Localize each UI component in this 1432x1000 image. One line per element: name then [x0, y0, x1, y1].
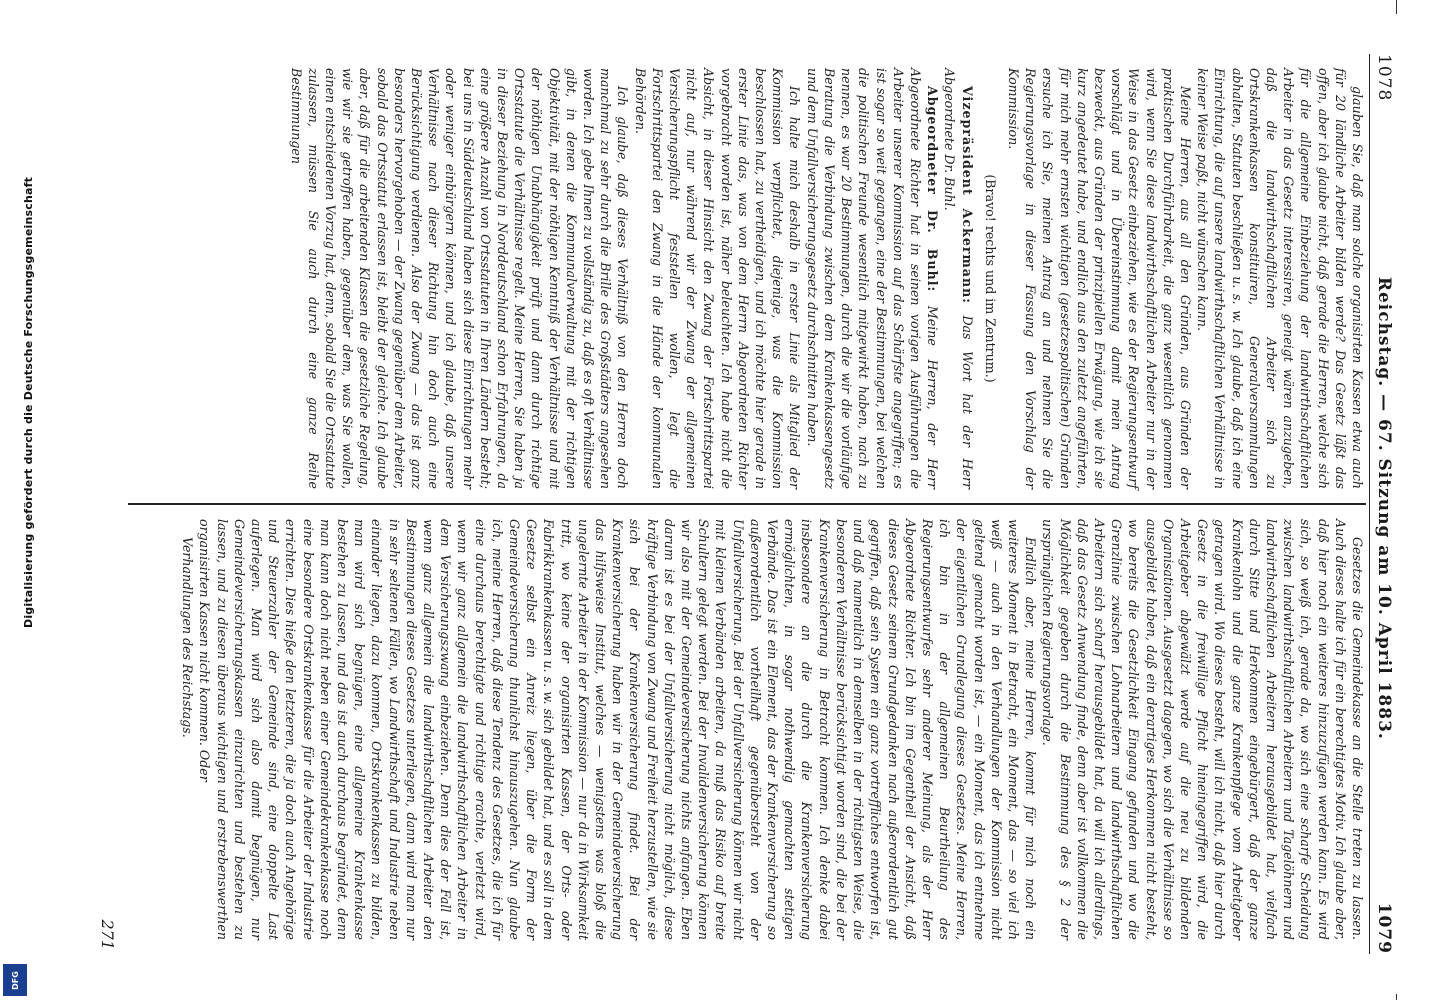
- paragraph: Ich halte mich deshalb in erster Linie als Mitglied der Kommission verpflichtet, diejenige, was die Kommission beschlossen hat, zu vertheidigen, und ich möchte hier gerade in erster Linie das, was von dem Herrn Abgeordneten Richter vorgebracht worden ist, näher beleuchten. Ich habe nicht die Absicht, in dieser Hinsicht den Zwang der Fortschrittspartei nicht auf, nur während wir der Zwang der allgemeinen Versicherungspflicht feststellen wollen, legt die Fortschrittspartei den Zwang in die Hände der kommunalen Behörden.: [632, 68, 803, 489]
- dfg-logo-text: DFG: [10, 970, 20, 990]
- speaker-paragraph: [941, 68, 975, 489]
- paragraph: Endlich aber, meine Herren, kommt für mich noch ein weiteres Moment in Betracht, ein Moment, das — so viel ich weiß — auch in den Verhandlungen der Kommission nicht geltend gemacht worden ist, — ein Moment, das ich entnehme der eigentlichen Grundlegung dieses Gesetzes. Meine Herren, ich bin in der allgemeinen Beurtheilung des Regierungsentwurfes sehr anderer Meinung, als der Herr Abgeordnete Richter. Ich bin im Gegentheil der Ansicht, daß dieses Gesetz seinem Grundgedanken nach außerordentlich gut gegriffen, daß sein System ein ganz vortreffliches entworfen ist, und daß namentlich in demselben in der richtigsten Weise, die besonderen Verhältnisse berücksichtigt worden sind, die bei der Krankenversicherung in Betracht kommen. Ich denke dabei insbesondere an die durch die Krankenversicherung ermöglichten, in sogar nothwendig gemachten stetigen Verbände. Das ist ein Element, das der Krankenversicherung so außerordentlich vortheilhaft gegenübersteht von der Unfallversicherung. Bei der Unfallversicherung können wir nicht mit kleinen Verbänden arbeiten, da muß das Risiko auf breite Schultern gelegt werden. Bei der Invalidenversicherung können wir also mit der Gemeindeversicherung nichts anfangen. Eben darum ist es bei der Unfallversicherung nicht möglich, diese kräftige Verbindung von Zwang und Freiheit herzustellen, wie sie sich bei der Krankenversicherung findet. Bei der Krankenversicherung haben wir in der Gemeindeversicherung das hilfsweise Institut, welches — wenigstens was bloß die ungelernte Arbeiter in der Kommission — nur da in Wirksamkeit tritt, wo keine der organisirten Kassen, der Orts- oder Fabrikkrankenkassen u. s. w. sich gebildet hat, und es soll in dem Gesetze selbst ein Anreiz liegen, über die Form der Gemeindeversicherung thunlichst hinauszugehen. Nun glaube ich, meine Herren, daß diese Tendenz des Gesetzes, die ich für eine durchaus berechtigte und richtige erachte, verletzt wird, wenn wir ganz allgemein die landwirthschaftlichen Arbeiter in dem Versicherungszwang einbeziehen. Denn dies der Fall ist, wenn ganz allgemein die landwirthschaftlichen Arbeiter den Bestimmungen dieses Gesetzes unterliegen, dann wird man nur in sehr seltenen Fällen, wo Landwirthschaft und Industrie neben einander liegen, dazu kommen, Ortskrankenkassen zu bilden, man wird sich begnügen, eine allgemeine Krankenkasse bestehen zu lassen, und das ist auch durchaus begründet, denn man kann doch nicht neben einer Gemeindekrankenkasse noch eine besondere Ortskrankenkasse für die Arbeiter der Industrie errichten. Dies hieße den letzteren, die ja doch auch Angehörige und Steuerzahler der Gemeinde sind, eine doppelte Last auferlegen. Man wird sich also damit begnügen, nur Gemeindeversicherungskassen einzurichten und bestehen zu lassen, und zu diesen überaus wichtigen und erstrebenswerthen organisirten Kassen nicht kommen. Oder: [197, 519, 1039, 940]
- continuation-note: Verhandlungen des Reichstags.: [180, 537, 196, 738]
- speaker-text: Meine Herren, der Herr Abgeordnete Richter hat in seinen vorigen Ausführungen die Arbeiter unserer Kommission auf das Schärfste angegriffen; es ist sogar so weit gegangen, eine der Bestimmungen, bei welchen die politischen Freunde wesentlich mitgewirkt haben, nach zu nennen, es war 20 Bestimmungen, durch die wir die vorläufige Beratung die Verbindung zwischen dem Krankenkassengesetz und dem Unfallversicherungsgesetz durchschnitten haben.: [804, 68, 941, 489]
- speaker-name: Abgeordneter Dr. Buhl:: [925, 86, 941, 293]
- text-columns: [128, 54, 1366, 954]
- speaker-name: Vizepräsident Ackermann:: [959, 86, 975, 304]
- column-left: [128, 54, 1366, 503]
- scanned-page: [30, 0, 1432, 1000]
- bottom-page-number: 271: [98, 919, 117, 950]
- applause-note: (Bravo! rechts und im Zentrum.): [982, 174, 998, 383]
- running-title: Reichstag. — 67. Sitzung am 10. April 1883.: [1374, 276, 1394, 740]
- paragraph: glauben Sie, daß man solche organisirten Kassen etwa auch für 20 ländliche Arbeiter bilden werde? Das Gesetz läßt das offen, aber ich glaube nicht, daß gerade die Herren, welche sich für die allgemeine Einbeziehung der landwirthschaftlichen Arbeiter in das Gesetz interessiren, geneigt wären anzugeben, daß die landwirthschaftlichen Arbeiter sich zu Ortskrankenkassen konstituiren, Generalversammlungen abhalten, Statuten beschließen u. s. w. Ich glaube, daß ich eine Einrichtung, die auf unsere landwirthschaftlichen Verhältnisse in keiner Weise paßt, nicht wünschen kann.: [1195, 68, 1365, 489]
- rotated-page-content: [88, 14, 1418, 994]
- paragraph: Meine Herren, aus all den Gründen, aus Gründen der praktischen Durchführbarkeit, die ganz wesentlich genommen wird, wenn Sie diese landwirthschaftlichen Arbeiter nur in der Weise in das Gesetz einbeziehen, wie es der Regierungsentwurf vorschlägt und in Übereinstimmung damit mein Antrag bezweckt, aus Gründen der prinzipiellen Erwägung, wie ich sie kurz angedeutet habe, und endlich aus den zuletzt angeführten, für mich mehr ernsten wichtigen (gesetzespolitischen) Gründen ersuche ich Sie, meinen Antrag an und nehmen Sie die Regierungsvorlage in dieser Fassung den Vorschlag der Kommission.: [1005, 68, 1193, 489]
- paragraph: Gesetzes die Gemeindekasse an die Stelle treten zu lassen. Auch dieses halte ich für ein berechtigtes Motiv. Ich glaube aber, daß hier noch ein weiteres hinzuzufügen werden kann. Es wird sich, so weiß ich, gerade da, wo sich eine scharfe Scheidung zwischen landwirthschaftlichen Arbeitern und Tagelöhnern und landwirthschaftlichen Arbeitern herausgebildet hat, vielfach durch Sitte und Herkommen eingebürgert, daß der ganze Krankenlohn und die ganze Krankenpflege vom Arbeitgeber getragen wird. Wo dieses besteht, will ich nicht, daß hier durch Gesetz in die freiwillige Pflicht hineingegriffen wird, die Arbeitgeber abgewälzt werde auf die neu zu bildenden Organisationen. Ausgesetzt dagegen, wo sich die Verhältnisse so ausgebildet haben, daß ein derartiges Herkommen nicht besteht, wo bereits die Gesetzlichkeit Eingang gefunden und wo die Grenzlinie zwischen Lohnarbeitern und landwirthschaftlichen Arbeitern sich scharf herausgebildet hat, da will ich allerdings, daß das Gesetz Anwendung finde, denn aber ist vollkommen die Möglichkeit gegeben durch die Bestimmung des § 2 der ursprünglichen Regierungsvorlage.: [1040, 519, 1365, 940]
- digitization-credit: [0, 0, 35, 1000]
- speaker-text: Das Wort hat der Herr Abgeordnete Dr. Buhl.: [942, 68, 975, 489]
- paragraph: Ich glaube, daß dieses Verhältniß von den Herren doch manchmal zu sehr durch die Brille des Großstädters angesehen worden. Ich gebe Ihnen zu vollständig zu, daß es oft Verhältnisse gibt, in denen die Kommunalverwaltung mit der richtigen Objektivität, mit der nöthigen Kenntniß der Verhältnisse und mit der nöthigen Unabhängigkeit prüft und dann durch richtige Ortsstatute die Verhältnisse regelt. Meine Herren, Sie haben ja in dieser Beziehung in Norddeutschland schon Erfahrungen, da eine größere Anzahl von Ortsstatuten in Ihren Ländern besteht; bei uns in Süddeutschland haben sich diese Einrichtungen mehr oder weniger einbürgern können, und ich glaube, daß unsere Verhältnisse nach dieser Richtung hin doch auch eine Berücksichtigung verdienen. Also der Zwang — das ist ganz besonders hervorgehoben — der Zwang gegenüber dem Arbeiter, sobald das Ortsstatut erlassen ist, bleibt der gleiche. Ich glaube aber, daß für die arbeitenden Klassen die gesetzliche Regelung, wie wir sie getroffen haben, gegenüber dem, was Sie wollen, einen entschiedenen Vorzug hat, denn, sobald Sie die Ortsstatute zulassen, müssen Sie auch durch eine ganze Reihe Bestimmungen: [288, 68, 631, 489]
- page-number-right: 1079: [1374, 902, 1394, 954]
- running-head: [1369, 54, 1408, 954]
- credit-text: Digitalisierung gefördert durch die Deutsche Forschungsgemeinschaft: [22, 176, 35, 628]
- dfg-logo: [3, 964, 27, 996]
- page-number-left: 1078: [1374, 54, 1394, 102]
- column-right: [128, 503, 1366, 954]
- speaker-paragraph: [804, 68, 942, 489]
